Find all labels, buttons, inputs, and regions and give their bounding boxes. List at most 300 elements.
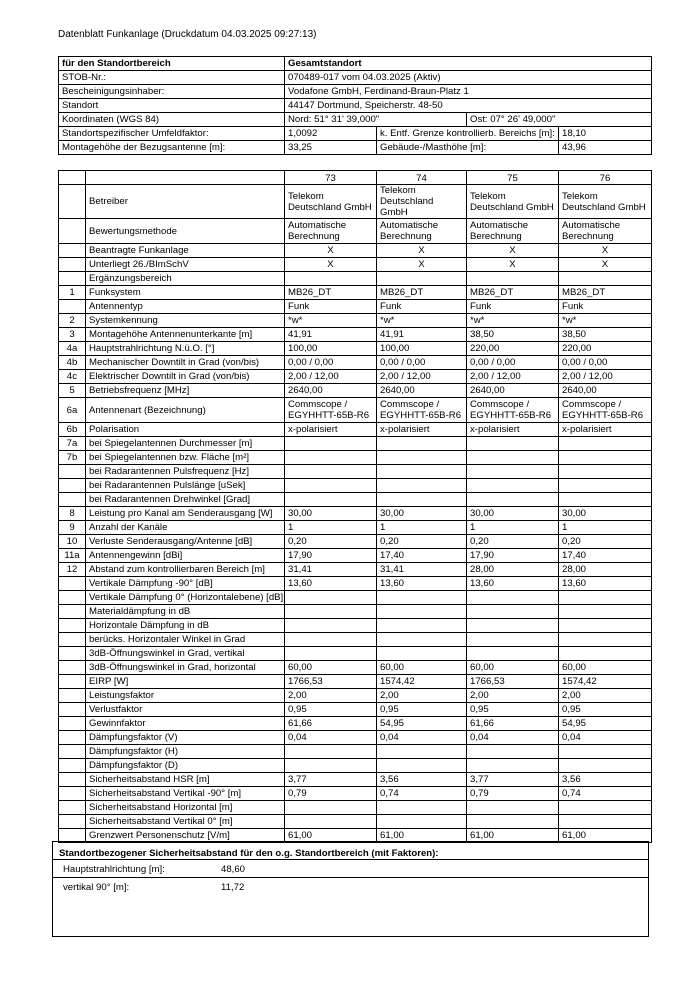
row-label: Horizontale Dämpfung in dB bbox=[86, 619, 285, 633]
row-value: Commscope / EGYHHTT-65B-R6 bbox=[285, 398, 377, 423]
row-number bbox=[59, 605, 86, 619]
row-label: Antennentyp bbox=[86, 300, 285, 314]
row-label-cell bbox=[86, 171, 285, 185]
row-value: X bbox=[467, 244, 559, 258]
row-label: Montagehöhe Antennenunterkante [m] bbox=[86, 328, 285, 342]
row-value bbox=[285, 479, 377, 493]
row-value: 0,04 bbox=[559, 731, 652, 745]
row-value: 1 bbox=[559, 521, 652, 535]
row-value: 2,00 / 12,00 bbox=[285, 370, 377, 384]
table-row bbox=[59, 787, 652, 801]
summary-label: Hauptstrahlrichtung [m]: bbox=[63, 864, 165, 875]
row-label: berücks. Horizontaler Winkel in Grad bbox=[86, 633, 285, 647]
row-value: 2640,00 bbox=[559, 384, 652, 398]
table-row bbox=[59, 258, 652, 272]
row-value: 41,91 bbox=[377, 328, 467, 342]
row-value bbox=[285, 605, 377, 619]
table-row bbox=[59, 773, 652, 787]
row-value: Automatische Berechnung bbox=[467, 219, 559, 244]
row-value bbox=[467, 633, 559, 647]
row-number bbox=[59, 661, 86, 675]
row-value bbox=[467, 759, 559, 773]
row-label: Sicherheitsabstand Horizontal [m] bbox=[86, 801, 285, 815]
row-value: 100,00 bbox=[285, 342, 377, 356]
row-value bbox=[285, 465, 377, 479]
table-row bbox=[59, 703, 652, 717]
row-number bbox=[59, 801, 86, 815]
row-label: Unterliegt 26./BImSchV bbox=[86, 258, 285, 272]
row-value: 0,79 bbox=[285, 787, 377, 801]
table-row bbox=[59, 423, 652, 437]
row-value bbox=[559, 633, 652, 647]
row-number bbox=[59, 185, 86, 219]
row-number bbox=[59, 619, 86, 633]
row-value bbox=[285, 437, 377, 451]
row-value: MB26_DT bbox=[559, 286, 652, 300]
row-number bbox=[59, 773, 86, 787]
row-number: 10 bbox=[59, 535, 86, 549]
row-number: 9 bbox=[59, 521, 86, 535]
row-value: 0,20 bbox=[559, 535, 652, 549]
row-value bbox=[285, 493, 377, 507]
antenna-data-table bbox=[58, 170, 652, 843]
info-value: Ost: 07° 26' 49,000" bbox=[467, 113, 652, 127]
row-value: 38,50 bbox=[559, 328, 652, 342]
table-row bbox=[59, 577, 652, 591]
table-row bbox=[59, 507, 652, 521]
row-value: 60,00 bbox=[467, 661, 559, 675]
table-row bbox=[59, 605, 652, 619]
info-value: Nord: 51° 31' 39,000" bbox=[285, 113, 467, 127]
row-value: 0,00 / 0,00 bbox=[377, 356, 467, 370]
row-value: 13,60 bbox=[285, 577, 377, 591]
table-row bbox=[59, 759, 652, 773]
row-value bbox=[377, 479, 467, 493]
row-value: 0,95 bbox=[559, 703, 652, 717]
row-value: 61,00 bbox=[559, 829, 652, 843]
row-value bbox=[285, 801, 377, 815]
row-value: Funk bbox=[285, 300, 377, 314]
row-value: 0,95 bbox=[377, 703, 467, 717]
row-value bbox=[467, 465, 559, 479]
row-value: 61,00 bbox=[377, 829, 467, 843]
row-value: 30,00 bbox=[559, 507, 652, 521]
row-value bbox=[559, 465, 652, 479]
row-label: Vertikale Dämpfung -90° [dB] bbox=[86, 577, 285, 591]
row-number: 6a bbox=[59, 398, 86, 423]
table-row bbox=[59, 689, 652, 703]
row-value: X bbox=[377, 258, 467, 272]
row-value: 0,95 bbox=[467, 703, 559, 717]
row-value: 1 bbox=[285, 521, 377, 535]
table-row bbox=[59, 451, 652, 465]
info-label: Standortspezifischer Umfeldfaktor: bbox=[59, 127, 285, 141]
table-row bbox=[59, 370, 652, 384]
row-value: Funk bbox=[377, 300, 467, 314]
row-number bbox=[59, 244, 86, 258]
row-value: 3,77 bbox=[285, 773, 377, 787]
table-row bbox=[59, 493, 652, 507]
row-value: 0,04 bbox=[467, 731, 559, 745]
column-header-row bbox=[59, 171, 652, 185]
row-number bbox=[59, 689, 86, 703]
row-number: 5 bbox=[59, 384, 86, 398]
row-value bbox=[559, 815, 652, 829]
row-value: x-polarisiert bbox=[285, 423, 377, 437]
row-label: Funksystem bbox=[86, 286, 285, 300]
row-value: 0,04 bbox=[285, 731, 377, 745]
info-row bbox=[59, 85, 652, 99]
row-value bbox=[467, 272, 559, 286]
row-value bbox=[377, 619, 467, 633]
row-value: 38,50 bbox=[467, 328, 559, 342]
info-value: Vodafone GmbH, Ferdinand-Braun-Platz 1 bbox=[285, 85, 652, 99]
row-value bbox=[377, 591, 467, 605]
row-label: Gewinnfaktor bbox=[86, 717, 285, 731]
row-value: 17,90 bbox=[467, 549, 559, 563]
info-row bbox=[59, 141, 652, 155]
row-value bbox=[467, 605, 559, 619]
row-value: 0,04 bbox=[377, 731, 467, 745]
row-value: 3,56 bbox=[559, 773, 652, 787]
row-number bbox=[59, 479, 86, 493]
row-label: Verlustfaktor bbox=[86, 703, 285, 717]
row-value: MB26_DT bbox=[285, 286, 377, 300]
row-value bbox=[467, 801, 559, 815]
table-row bbox=[59, 300, 652, 314]
row-value: 31,41 bbox=[377, 563, 467, 577]
info-value: Gesamtstandort bbox=[285, 57, 652, 71]
row-value: Commscope / EGYHHTT-65B-R6 bbox=[377, 398, 467, 423]
row-value: 0,74 bbox=[377, 787, 467, 801]
row-label: Anzahl der Kanäle bbox=[86, 521, 285, 535]
summary-label: vertikal 90° [m]: bbox=[63, 882, 130, 893]
table-row bbox=[59, 745, 652, 759]
row-value: 220,00 bbox=[559, 342, 652, 356]
row-label: Beantragte Funkanlage bbox=[86, 244, 285, 258]
row-value bbox=[377, 801, 467, 815]
row-value: 1574,42 bbox=[559, 675, 652, 689]
row-number: 4a bbox=[59, 342, 86, 356]
row-value: 13,60 bbox=[559, 577, 652, 591]
row-value: Telekom Deutschland GmbH bbox=[559, 185, 652, 219]
row-value: 28,00 bbox=[467, 563, 559, 577]
row-value: 61,66 bbox=[467, 717, 559, 731]
table-row bbox=[59, 647, 652, 661]
row-value: 17,90 bbox=[285, 549, 377, 563]
row-value: 30,00 bbox=[377, 507, 467, 521]
summary-box bbox=[52, 841, 649, 937]
column-header: 76 bbox=[559, 171, 652, 185]
info-value: 070489-017 vom 04.03.2025 (Aktiv) bbox=[285, 71, 652, 85]
row-value: 30,00 bbox=[285, 507, 377, 521]
row-number bbox=[59, 258, 86, 272]
row-value bbox=[559, 647, 652, 661]
row-value: 3,56 bbox=[377, 773, 467, 787]
row-value: 2,00 bbox=[377, 689, 467, 703]
row-value bbox=[377, 745, 467, 759]
row-value: 17,40 bbox=[559, 549, 652, 563]
row-value: 2640,00 bbox=[467, 384, 559, 398]
row-label: Mechanischer Downtilt in Grad (von/bis) bbox=[86, 356, 285, 370]
row-value: 0,20 bbox=[467, 535, 559, 549]
row-value bbox=[285, 759, 377, 773]
row-value bbox=[377, 605, 467, 619]
row-number: 7b bbox=[59, 451, 86, 465]
row-label: Antennengewinn [dBi] bbox=[86, 549, 285, 563]
row-value: 0,00 / 0,00 bbox=[559, 356, 652, 370]
row-value bbox=[285, 815, 377, 829]
row-value: 3,77 bbox=[467, 773, 559, 787]
row-value bbox=[377, 815, 467, 829]
table-row bbox=[59, 731, 652, 745]
row-value bbox=[377, 465, 467, 479]
row-number bbox=[59, 577, 86, 591]
row-label: Materialdämpfung in dB bbox=[86, 605, 285, 619]
row-value bbox=[467, 647, 559, 661]
row-value bbox=[559, 437, 652, 451]
row-label: Leistungsfaktor bbox=[86, 689, 285, 703]
row-value: 0,74 bbox=[559, 787, 652, 801]
info-value: k. Entf. Grenze kontrollierb. Bereichs [m]: bbox=[377, 127, 559, 141]
table-row bbox=[59, 801, 652, 815]
row-value: 13,60 bbox=[377, 577, 467, 591]
info-value: 43,96 bbox=[559, 141, 652, 155]
row-value: X bbox=[559, 244, 652, 258]
row-value: Telekom Deutschland GmbH bbox=[377, 185, 467, 219]
row-value bbox=[467, 493, 559, 507]
info-value: 1,0092 bbox=[285, 127, 377, 141]
row-value: 0,00 / 0,00 bbox=[285, 356, 377, 370]
row-value: x-polarisiert bbox=[559, 423, 652, 437]
row-number bbox=[59, 759, 86, 773]
row-value: x-polarisiert bbox=[377, 423, 467, 437]
table-row bbox=[59, 815, 652, 829]
row-value: 0,79 bbox=[467, 787, 559, 801]
row-label: Antennenart (Bezeichnung) bbox=[86, 398, 285, 423]
row-value: MB26_DT bbox=[377, 286, 467, 300]
row-value: 54,95 bbox=[559, 717, 652, 731]
row-value: 2,00 / 12,00 bbox=[559, 370, 652, 384]
row-value bbox=[285, 647, 377, 661]
row-value: 28,00 bbox=[559, 563, 652, 577]
row-label: Betriebsfrequenz [MHz] bbox=[86, 384, 285, 398]
row-value: 2,00 bbox=[559, 689, 652, 703]
row-label: 3dB-Öffnungswinkel in Grad, vertikal bbox=[86, 647, 285, 661]
table-row bbox=[59, 342, 652, 356]
summary-value: 48,60 bbox=[221, 864, 246, 875]
row-value bbox=[559, 801, 652, 815]
row-number bbox=[59, 745, 86, 759]
row-value bbox=[559, 745, 652, 759]
row-number: 3 bbox=[59, 328, 86, 342]
row-number: 4c bbox=[59, 370, 86, 384]
info-row bbox=[59, 127, 652, 141]
table-row bbox=[59, 328, 652, 342]
row-label: bei Spiegelantennen bzw. Fläche [m²] bbox=[86, 451, 285, 465]
row-label: bei Radarantennen Pulslänge [uSek] bbox=[86, 479, 285, 493]
row-label: Sicherheitsabstand HSR [m] bbox=[86, 773, 285, 787]
row-value bbox=[467, 479, 559, 493]
row-label: bei Radarantennen Drehwinkel [Grad] bbox=[86, 493, 285, 507]
table-row bbox=[59, 465, 652, 479]
row-number bbox=[59, 787, 86, 801]
row-value bbox=[377, 272, 467, 286]
row-value: Commscope / EGYHHTT-65B-R6 bbox=[559, 398, 652, 423]
info-value: 44147 Dortmund, Speicherstr. 48-50 bbox=[285, 99, 652, 113]
row-value bbox=[377, 759, 467, 773]
row-value: 0,20 bbox=[285, 535, 377, 549]
row-number: 4b bbox=[59, 356, 86, 370]
info-label: Bescheinigungsinhaber: bbox=[59, 85, 285, 99]
row-value bbox=[377, 451, 467, 465]
info-label: Montagehöhe der Bezugsantenne [m]: bbox=[59, 141, 285, 155]
row-value bbox=[559, 272, 652, 286]
row-value: 60,00 bbox=[285, 661, 377, 675]
info-value: 18,10 bbox=[559, 127, 652, 141]
summary-title: Standortbezogener Sicherheitsabstand für den o.g. Standortbereich (mit Faktoren): bbox=[53, 842, 648, 860]
row-value: X bbox=[377, 244, 467, 258]
row-value bbox=[285, 591, 377, 605]
row-value bbox=[285, 745, 377, 759]
row-value: Automatische Berechnung bbox=[377, 219, 467, 244]
table-row bbox=[59, 675, 652, 689]
info-label: für den Standortbereich bbox=[59, 57, 285, 71]
table-row bbox=[59, 633, 652, 647]
row-label: Sicherheitsabstand Vertikal -90° [m] bbox=[86, 787, 285, 801]
row-value: 17,40 bbox=[377, 549, 467, 563]
row-value bbox=[559, 591, 652, 605]
column-header: 73 bbox=[285, 171, 377, 185]
row-label: Polarisation bbox=[86, 423, 285, 437]
row-value: 2,00 bbox=[285, 689, 377, 703]
row-number: 6b bbox=[59, 423, 86, 437]
row-label: Sicherheitsabstand Vertikal 0° [m] bbox=[86, 815, 285, 829]
row-value: *w* bbox=[285, 314, 377, 328]
row-number: 11a bbox=[59, 549, 86, 563]
table-row bbox=[59, 437, 652, 451]
row-number bbox=[59, 219, 86, 244]
row-value: Commscope / EGYHHTT-65B-R6 bbox=[467, 398, 559, 423]
row-value: 60,00 bbox=[559, 661, 652, 675]
row-value: 0,95 bbox=[285, 703, 377, 717]
column-header: 74 bbox=[377, 171, 467, 185]
row-number bbox=[59, 272, 86, 286]
row-value: 2640,00 bbox=[377, 384, 467, 398]
table-row bbox=[59, 272, 652, 286]
row-number bbox=[59, 591, 86, 605]
info-label: STOB-Nr.: bbox=[59, 71, 285, 85]
row-number: 8 bbox=[59, 507, 86, 521]
row-value: *w* bbox=[467, 314, 559, 328]
row-value: X bbox=[467, 258, 559, 272]
info-label: Standort bbox=[59, 99, 285, 113]
row-number bbox=[59, 703, 86, 717]
row-number-cell bbox=[59, 171, 86, 185]
summary-row bbox=[53, 878, 648, 896]
table-row bbox=[59, 619, 652, 633]
row-value: Telekom Deutschland GmbH bbox=[285, 185, 377, 219]
row-value: Funk bbox=[467, 300, 559, 314]
row-value: X bbox=[285, 258, 377, 272]
row-value bbox=[559, 479, 652, 493]
table-row bbox=[59, 384, 652, 398]
table-row bbox=[59, 521, 652, 535]
table-row bbox=[59, 314, 652, 328]
row-label: Leistung pro Kanal am Senderausgang [W] bbox=[86, 507, 285, 521]
row-label: Hauptstrahlrichtung N.ü.O. [°] bbox=[86, 342, 285, 356]
table-row bbox=[59, 563, 652, 577]
row-value: *w* bbox=[559, 314, 652, 328]
row-label: Elektrischer Downtilt in Grad (von/bis) bbox=[86, 370, 285, 384]
row-value bbox=[467, 745, 559, 759]
table-row bbox=[59, 549, 652, 563]
row-number bbox=[59, 465, 86, 479]
info-label: Koordinaten (WGS 84) bbox=[59, 113, 285, 127]
row-value: 31,41 bbox=[285, 563, 377, 577]
row-value: 1 bbox=[377, 521, 467, 535]
row-value bbox=[559, 759, 652, 773]
row-number: 7a bbox=[59, 437, 86, 451]
row-value bbox=[559, 451, 652, 465]
row-value: 30,00 bbox=[467, 507, 559, 521]
row-number bbox=[59, 633, 86, 647]
info-row bbox=[59, 99, 652, 113]
row-value: 2,00 / 12,00 bbox=[467, 370, 559, 384]
row-value: 1 bbox=[467, 521, 559, 535]
row-value: 1766,53 bbox=[285, 675, 377, 689]
row-number bbox=[59, 300, 86, 314]
row-value bbox=[377, 437, 467, 451]
row-value bbox=[377, 633, 467, 647]
row-value: 0,20 bbox=[377, 535, 467, 549]
row-number bbox=[59, 815, 86, 829]
table-row bbox=[59, 479, 652, 493]
row-value: X bbox=[559, 258, 652, 272]
table-row bbox=[59, 244, 652, 258]
row-value: Automatische Berechnung bbox=[559, 219, 652, 244]
info-row bbox=[59, 71, 652, 85]
row-value bbox=[377, 493, 467, 507]
row-value: 61,00 bbox=[285, 829, 377, 843]
row-value bbox=[285, 451, 377, 465]
row-value: 61,00 bbox=[467, 829, 559, 843]
row-label: bei Spiegelantennen Durchmesser [m] bbox=[86, 437, 285, 451]
row-value: Automatische Berechnung bbox=[285, 219, 377, 244]
table-row bbox=[59, 591, 652, 605]
row-label: Vertikale Dämpfung 0° (Horizontalebene) [dB] bbox=[86, 591, 285, 605]
row-value bbox=[467, 815, 559, 829]
summary-value: 11,72 bbox=[221, 882, 245, 893]
summary-row bbox=[53, 860, 648, 878]
table-row bbox=[59, 661, 652, 675]
row-value bbox=[559, 605, 652, 619]
row-value bbox=[559, 619, 652, 633]
row-label: Verluste Senderausgang/Antenne [dB] bbox=[86, 535, 285, 549]
row-label: Grenzwert Personenschutz [V/m] bbox=[86, 829, 285, 843]
info-row bbox=[59, 57, 652, 71]
row-value: 2,00 / 12,00 bbox=[377, 370, 467, 384]
row-value: 13,60 bbox=[467, 577, 559, 591]
row-number bbox=[59, 647, 86, 661]
row-value: 2640,00 bbox=[285, 384, 377, 398]
row-label: 3dB-Öffnungswinkel in Grad, horizontal bbox=[86, 661, 285, 675]
row-number: 2 bbox=[59, 314, 86, 328]
row-label: Systemkennung bbox=[86, 314, 285, 328]
row-value: 54,95 bbox=[377, 717, 467, 731]
row-value: MB26_DT bbox=[467, 286, 559, 300]
table-row bbox=[59, 717, 652, 731]
